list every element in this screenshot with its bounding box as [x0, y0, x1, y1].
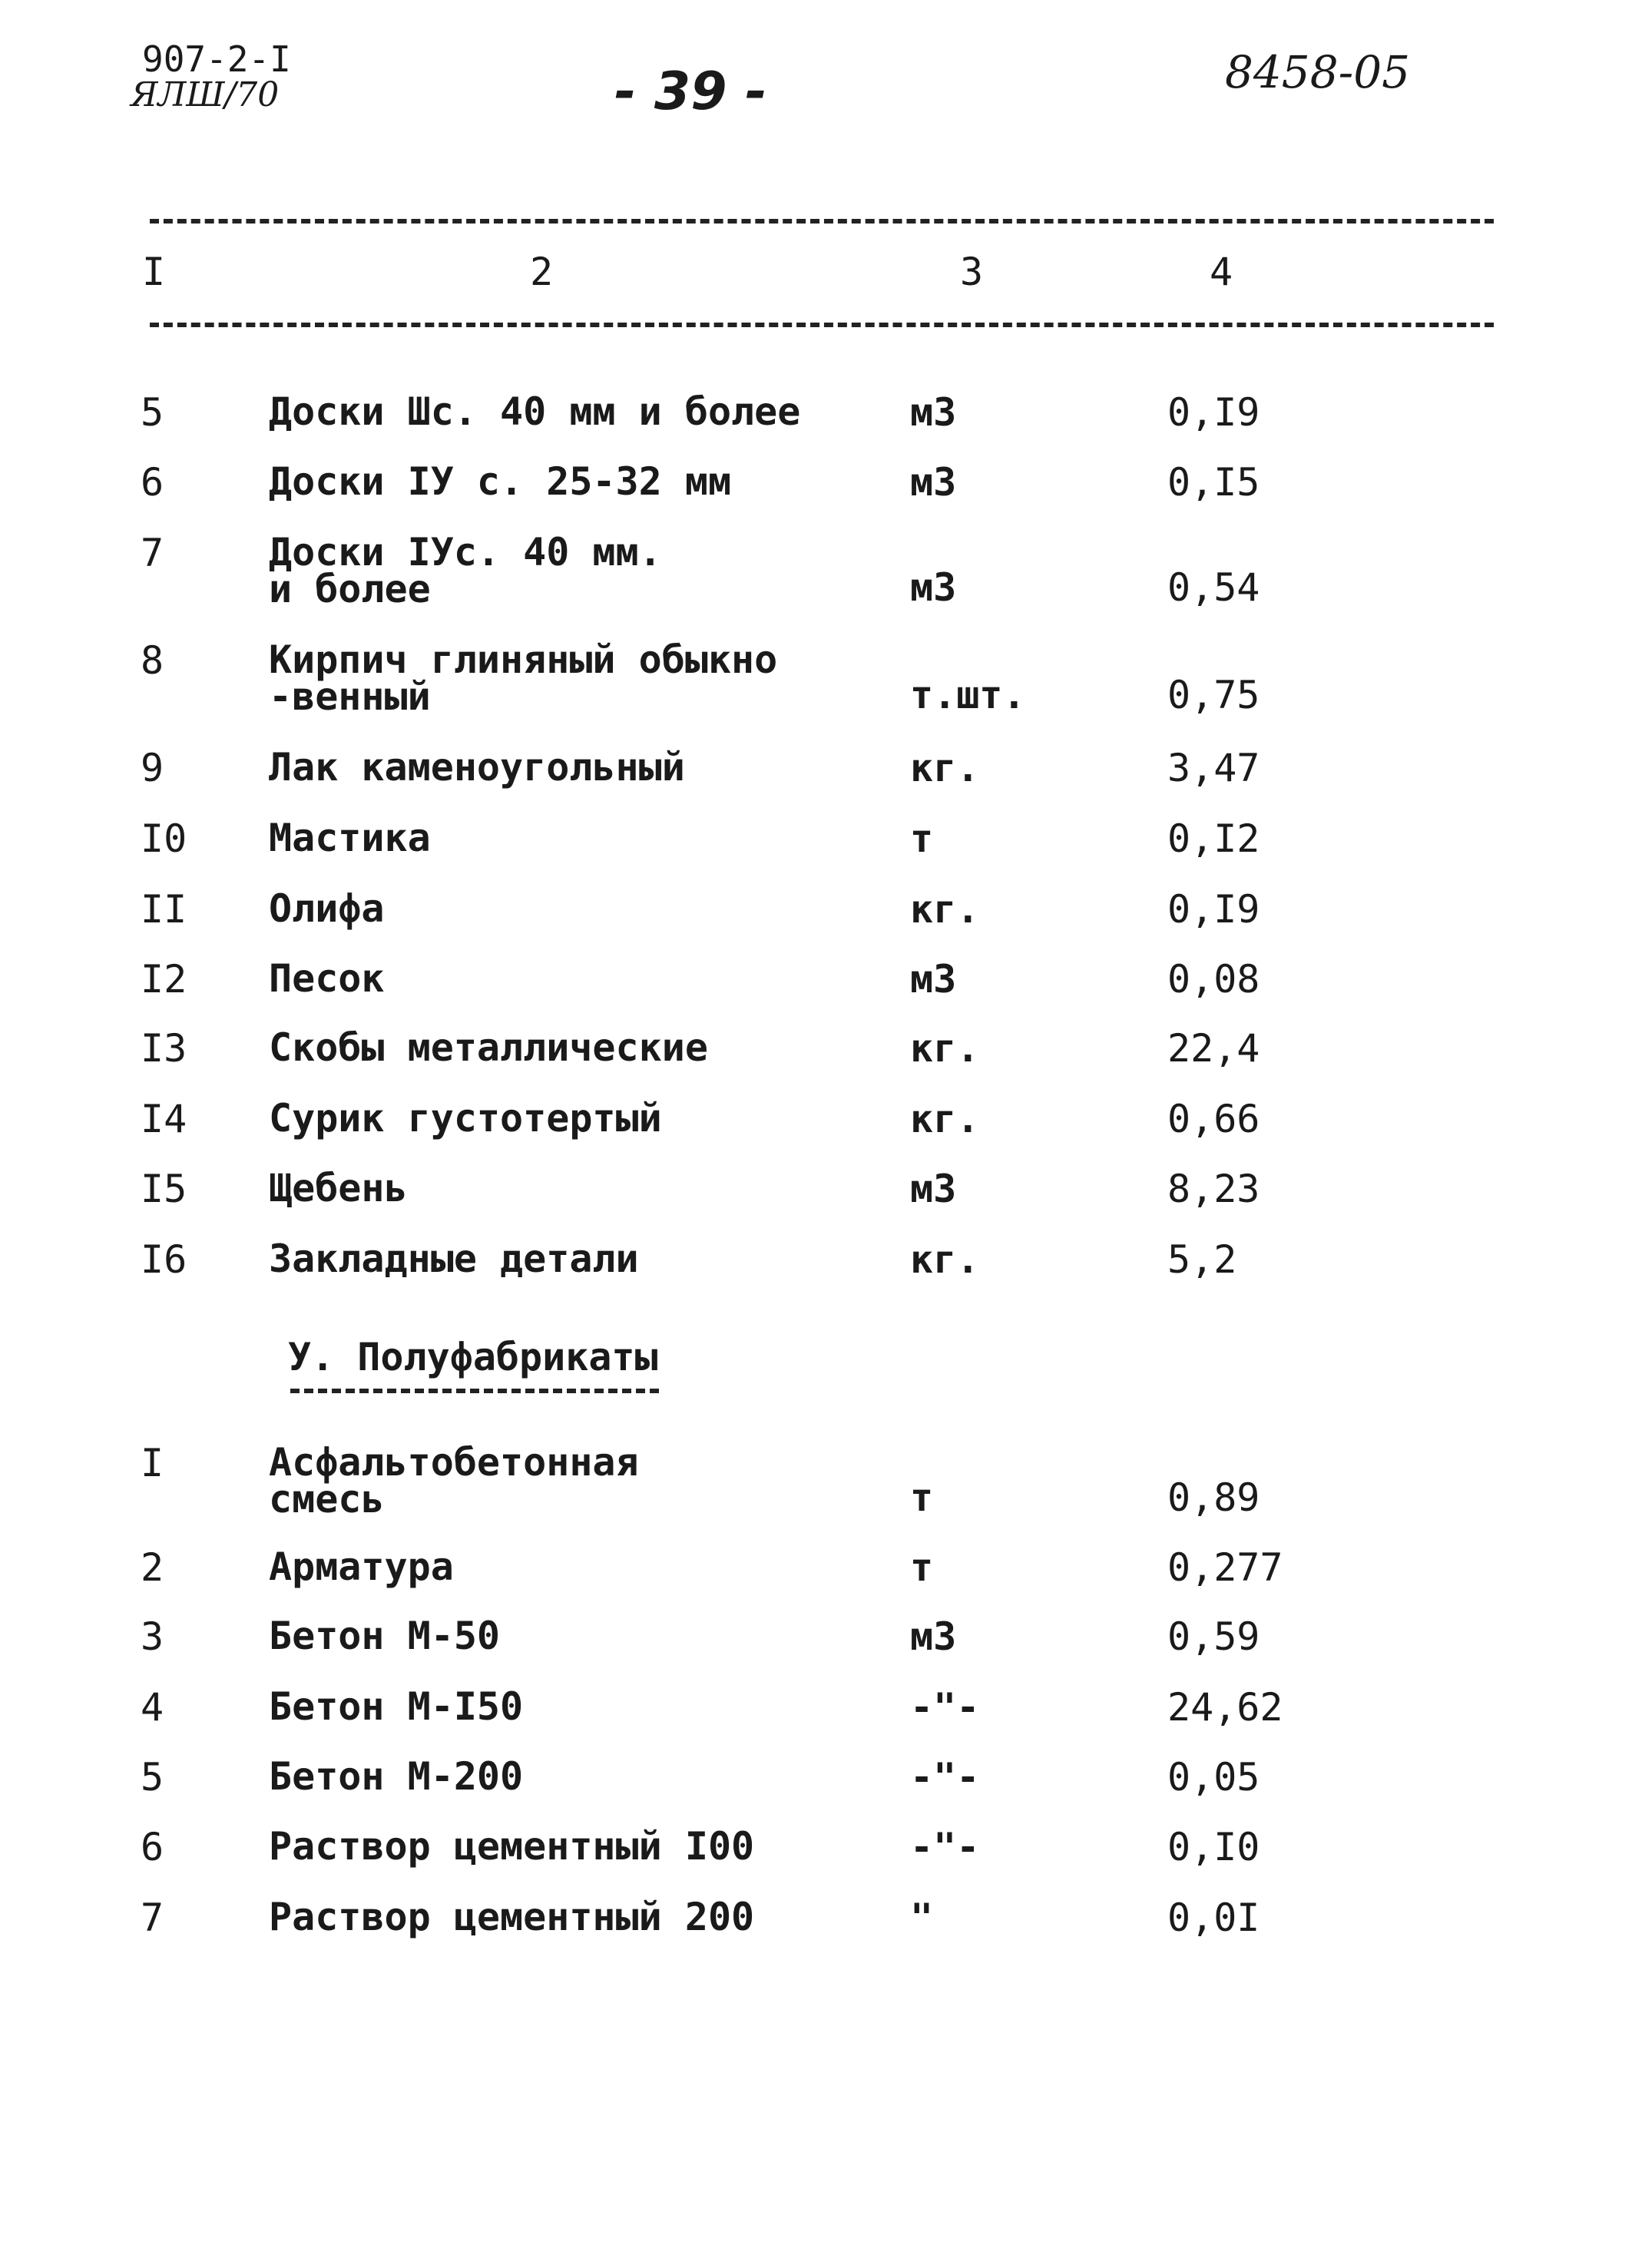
- row-name: Бетон М-I50: [269, 1684, 524, 1729]
- row-unit: м3: [910, 1167, 957, 1211]
- row-value: 24,62: [1167, 1685, 1283, 1730]
- row-unit: м3: [910, 1614, 957, 1659]
- column-header-2: 2: [530, 250, 554, 294]
- column-header-4: 4: [1210, 250, 1233, 294]
- row-number: 6: [141, 1825, 164, 1869]
- row-value: 8,23: [1167, 1167, 1260, 1211]
- row-name: Щебень: [269, 1166, 408, 1210]
- row-number: 7: [141, 531, 164, 575]
- table-row: [0, 1096, 1632, 1177]
- table-row: [0, 530, 1632, 611]
- section-title: У. Полуфабрикаты: [288, 1335, 658, 1379]
- row-number: I6: [141, 1237, 187, 1282]
- table-row: [0, 745, 1632, 826]
- row-unit: кг.: [910, 746, 980, 790]
- document-id: 8458-05: [1225, 46, 1411, 98]
- table-row: [0, 1440, 1632, 1521]
- row-value: 22,4: [1167, 1026, 1260, 1071]
- column-header-1: I: [142, 250, 166, 294]
- row-name: Лак каменоугольный: [269, 745, 685, 790]
- row-value: 0,89: [1167, 1475, 1260, 1520]
- row-name: Доски Шс. 40 мм и более: [269, 389, 801, 434]
- row-name: Бетон М-50: [269, 1614, 501, 1658]
- row-unit: т: [910, 1475, 934, 1520]
- row-number: I: [141, 1441, 164, 1485]
- table-row: [0, 886, 1632, 967]
- row-value: 0,59: [1167, 1614, 1260, 1659]
- row-unit: кг.: [910, 1097, 980, 1141]
- table-top-rule: [150, 219, 1494, 223]
- row-number: II: [141, 887, 187, 932]
- row-number: 8: [141, 638, 164, 683]
- row-value: 0,I2: [1167, 816, 1260, 861]
- row-unit: т.шт.: [910, 673, 1026, 717]
- row-unit: кг.: [910, 1237, 980, 1282]
- row-name: Закладные детали: [269, 1237, 639, 1281]
- row-unit: м3: [910, 390, 957, 435]
- table-row: [0, 637, 1632, 719]
- table-row: [0, 1166, 1632, 1247]
- document-code: 907-2-I: [142, 38, 291, 80]
- table-header-rule: [150, 323, 1494, 327]
- row-value: 0,277: [1167, 1545, 1283, 1590]
- page-number: - 39 -: [614, 61, 767, 122]
- row-name: Асфальтобетонная смесь: [269, 1440, 639, 1521]
- row-number: 5: [141, 390, 164, 435]
- row-value: 0,I5: [1167, 460, 1260, 505]
- row-value: 0,66: [1167, 1097, 1260, 1141]
- row-name: Кирпич глиняный обыкно-венный: [269, 637, 778, 719]
- row-number: I5: [141, 1167, 187, 1211]
- row-unit: т: [910, 816, 934, 861]
- row-unit: -"-: [910, 1825, 980, 1869]
- row-number: 2: [141, 1545, 164, 1590]
- row-name: Арматура: [269, 1545, 454, 1589]
- row-unit: кг.: [910, 1026, 980, 1071]
- row-value: 0,08: [1167, 957, 1260, 1002]
- row-name: Скобы металлические: [269, 1025, 708, 1070]
- table-row: [0, 1754, 1632, 1835]
- row-unit: -"-: [910, 1685, 980, 1730]
- table-row: [0, 1237, 1632, 1317]
- table-row: [0, 1824, 1632, 1905]
- row-number: 4: [141, 1685, 164, 1730]
- row-name: Мастика: [269, 816, 431, 860]
- table-row: [0, 459, 1632, 540]
- table-row: [0, 1025, 1632, 1106]
- table-row: [0, 1545, 1632, 1625]
- row-unit: ": [910, 1896, 934, 1940]
- row-name: Сурик густотертый: [269, 1096, 662, 1141]
- row-number: 6: [141, 460, 164, 505]
- row-number: I3: [141, 1026, 187, 1071]
- row-value: 0,0I: [1167, 1896, 1260, 1940]
- row-number: 3: [141, 1614, 164, 1659]
- row-value: 0,I9: [1167, 390, 1260, 435]
- row-name: Раствор цементный 200: [269, 1895, 755, 1939]
- row-unit: м3: [910, 957, 957, 1002]
- row-unit: кг.: [910, 887, 980, 932]
- row-unit: т: [910, 1545, 934, 1590]
- row-value: 3,47: [1167, 746, 1260, 790]
- row-name: Песок: [269, 956, 385, 1001]
- table-row: [0, 1684, 1632, 1765]
- row-number: 7: [141, 1896, 164, 1940]
- table-row: [0, 389, 1632, 470]
- document-code-handwritten: ЯЛШ/70: [131, 75, 280, 114]
- row-name: Раствор цементный I00: [269, 1824, 755, 1869]
- row-value: 0,05: [1167, 1755, 1260, 1800]
- row-unit: м3: [910, 460, 957, 505]
- row-name: Бетон М-200: [269, 1754, 524, 1799]
- row-name: Доски IУ с. 25-32 мм: [269, 459, 732, 504]
- column-header-3: 3: [960, 250, 984, 294]
- row-unit: м3: [910, 565, 957, 610]
- table-row: [0, 1895, 1632, 1975]
- row-number: 9: [141, 746, 164, 790]
- row-value: 0,54: [1167, 565, 1260, 610]
- row-value: 0,75: [1167, 673, 1260, 717]
- row-value: 0,I9: [1167, 887, 1260, 932]
- section-title-underline: [290, 1389, 659, 1393]
- row-value: 5,2: [1167, 1237, 1237, 1282]
- table-row: [0, 956, 1632, 1037]
- row-unit: -"-: [910, 1755, 980, 1800]
- table-row: [0, 1614, 1632, 1694]
- row-name: Олифа: [269, 886, 385, 931]
- row-number: I4: [141, 1097, 187, 1141]
- row-number: I0: [141, 816, 187, 861]
- row-name: Доски IУс. 40 мм. и более: [269, 530, 662, 611]
- row-value: 0,I0: [1167, 1825, 1260, 1869]
- row-number: 5: [141, 1755, 164, 1800]
- row-number: I2: [141, 957, 187, 1002]
- table-row: [0, 816, 1632, 896]
